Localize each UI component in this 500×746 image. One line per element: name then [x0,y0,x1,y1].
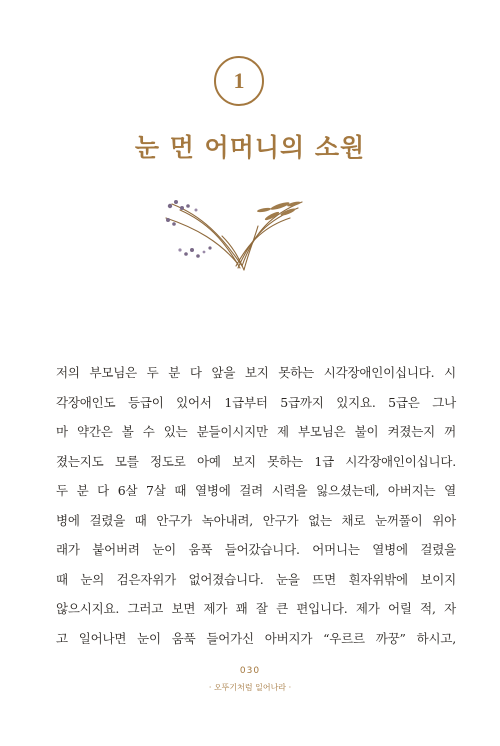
body-line: 각장애인도 등급이 있어서 1급부터 5급까지 있지요. 5급은 그나 [56,394,456,410]
body-line: 않으시지요. 그러고 보면 제가 꽤 잘 큰 편입니다. 제가 어릴 적, 자 [56,601,456,616]
body-line: 고 일어나면 눈이 움푹 들어가신 아버지가 “우르르 까꿍” 하시고, [56,630,456,646]
running-footer: · 오뚜기처럼 일어나라 · [208,683,292,692]
chapter-number-badge [214,56,264,106]
body-line: 때 눈의 검은자위가 없어졌습니다. 눈을 뜨면 흰자위밖에 보이지 [56,571,456,587]
body-line: 저의 부모님은 두 분 다 앞을 보지 못하는 시각장애인이십니다. 시 [56,365,456,380]
body-line: 래가 붙어버려 눈이 움푹 들어갔습니다. 어머니는 열병에 걸렸을 [56,542,456,557]
body-line: 두 분 다 6살 7살 때 열병에 걸려 시력을 잃으셨는데, 아버지는 열 [56,483,456,498]
body-line: 병에 걸렸을 때 안구가 녹아내려, 안구가 없는 채로 눈꺼풀이 위아 [56,512,456,528]
body-text [56,358,456,653]
chapter-title: 눈 먼 어머니의 소원 [134,133,366,162]
page-number: 030 [239,666,261,676]
dried-wheat-bundle-icon [162,196,304,272]
body-line: 마 약간은 볼 수 있는 분들이시지만 제 부모님은 불이 켜졌는지 꺼 [56,424,456,439]
chapter-number: 1 [233,68,245,93]
body-line: 졌는지도 모를 정도로 아예 보지 못하는 1급 시각장애인이십니다. [56,453,456,469]
